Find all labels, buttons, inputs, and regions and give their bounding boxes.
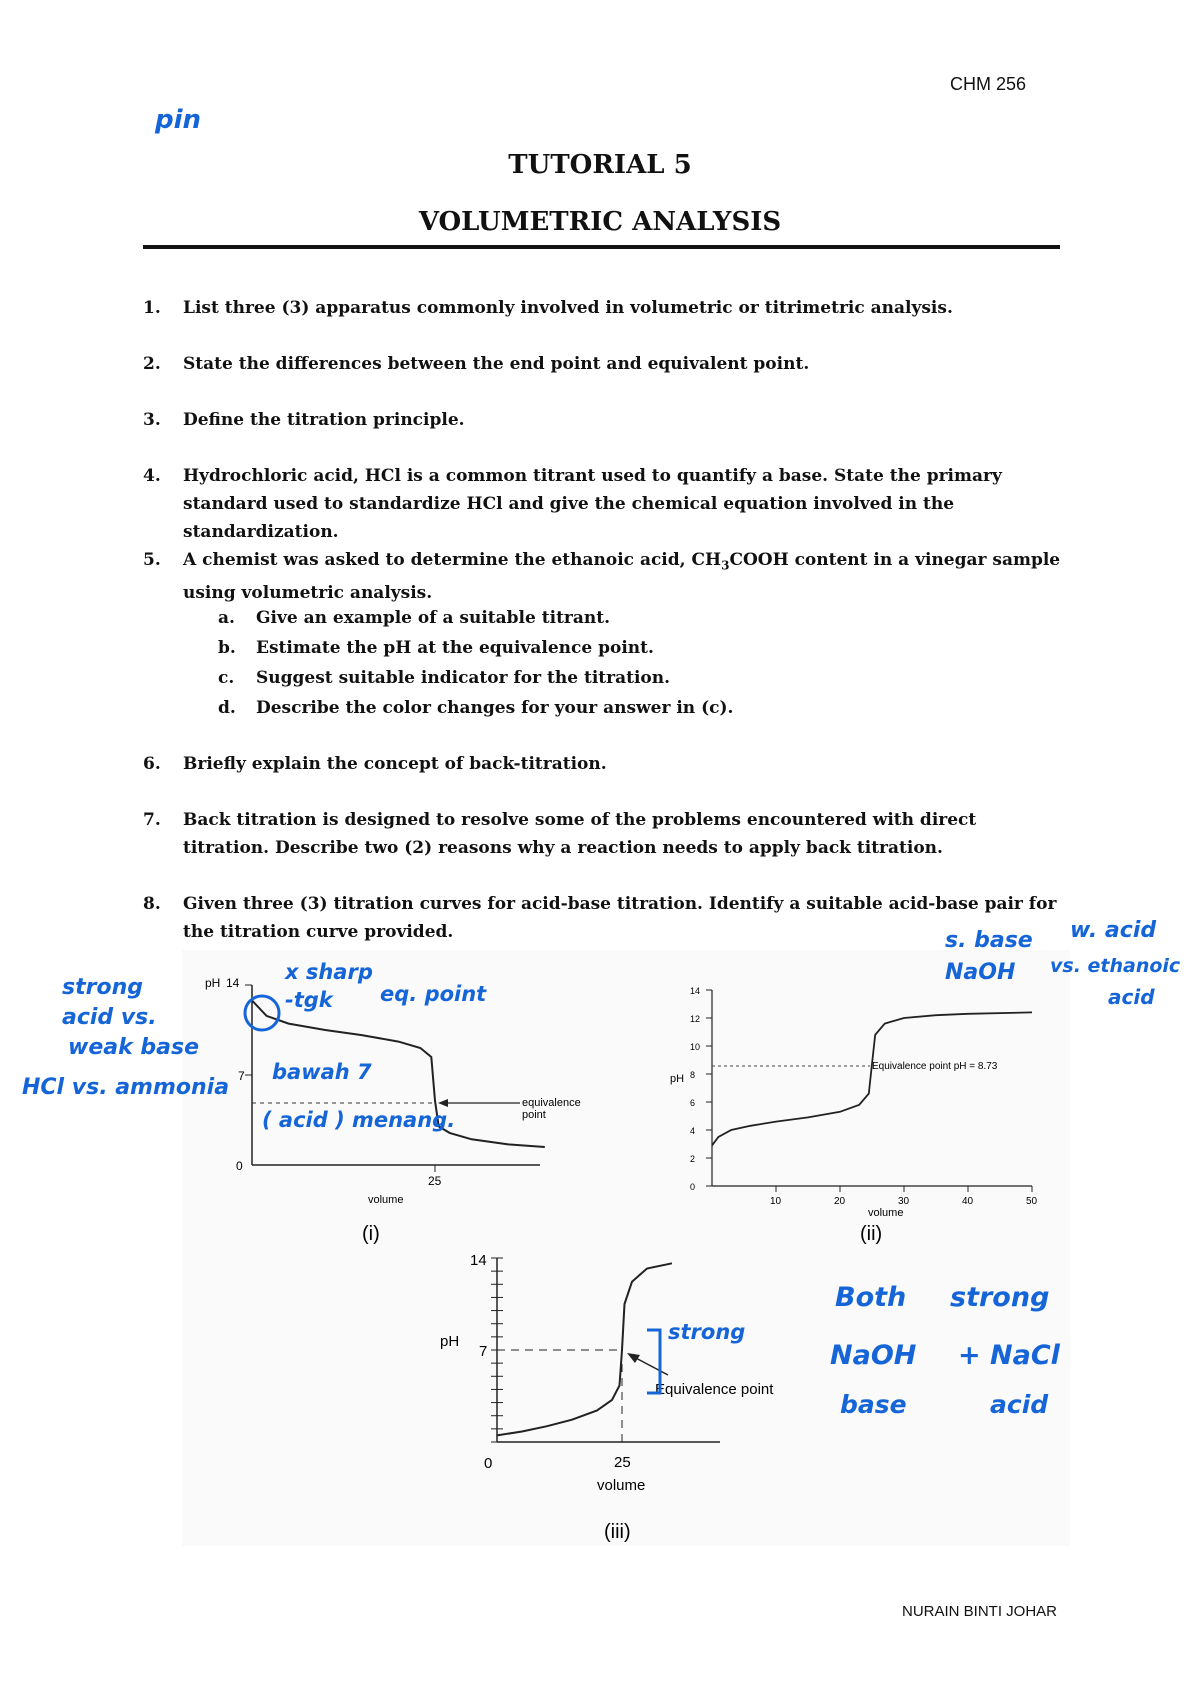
g3-caption: (iii) — [604, 1521, 631, 1543]
g1-arrowhead — [438, 1099, 448, 1107]
annotation-w-acid: w. acid — [1070, 918, 1157, 943]
graph-3 — [440, 1252, 774, 1543]
g3-y-top: 14 — [470, 1252, 487, 1269]
g3-eq-label: Equivalence point — [655, 1381, 774, 1398]
g1-y-top: 14 — [226, 976, 240, 990]
g2-ytick-label: 10 — [690, 1042, 701, 1052]
annotation-naoh-2: NaOH — [830, 1340, 917, 1371]
annotation-x-sharp: x sharp — [285, 960, 373, 984]
annotation-tgk: -tgk — [285, 988, 333, 1012]
g3-ylabel: pH — [440, 1333, 460, 1350]
g1-ylabel: pH — [205, 976, 221, 990]
g2-ytick-label: 6 — [690, 1098, 696, 1108]
g2-eq-label: Equivalence point pH = 8.73 — [872, 1061, 998, 1072]
g1-xlabel: volume — [368, 1194, 404, 1206]
annotation-base: base — [840, 1390, 907, 1419]
annotation-eq-point: eq. point — [380, 982, 487, 1006]
annotation-acid-2: acid — [990, 1390, 1049, 1419]
annotation-strong-3: strong — [950, 1282, 1050, 1313]
annotation-strong-2: strong — [668, 1320, 746, 1344]
handwritten-note: pin — [155, 105, 202, 135]
g1-caption: (i) — [362, 1223, 380, 1245]
g2-ylabel: pH — [670, 1073, 685, 1085]
g3-x-tick: 25 — [614, 1454, 631, 1471]
annotation-hcl-vs-ammonia: HCl vs. ammonia — [22, 1075, 230, 1100]
g2-xtick-label: 40 — [962, 1196, 974, 1207]
course-code: CHM 256 — [950, 74, 1027, 94]
ink-circle — [245, 996, 279, 1030]
annotation-naoh-1: NaOH — [945, 960, 1016, 985]
annotation-both: Both — [835, 1282, 907, 1313]
g2-ytick-label: 4 — [690, 1126, 696, 1136]
g2-y-ticks — [690, 986, 712, 1192]
g2-xtick-label: 10 — [770, 1196, 782, 1207]
annotation-vs-ethanoic: vs. ethanoic — [1050, 955, 1181, 977]
g2-xtick-label: 30 — [898, 1196, 910, 1207]
g2-curve — [712, 1012, 1032, 1145]
g2-xtick-label: 20 — [834, 1196, 846, 1207]
g2-ytick-label: 8 — [690, 1070, 696, 1080]
annotation-acid: acid — [1108, 985, 1155, 1009]
page-subtitle: VOLUMETRIC ANALYSIS — [418, 207, 782, 237]
page-title: TUTORIAL 5 — [508, 150, 692, 180]
g3-y-mid: 7 — [479, 1343, 488, 1360]
g2-ytick-label: 0 — [690, 1182, 696, 1192]
annotation-acid-vs: acid vs. — [62, 1005, 157, 1030]
g3-xlabel: volume — [597, 1477, 646, 1494]
g1-eq-label-1: equivalence — [522, 1097, 581, 1109]
g2-ytick-label: 12 — [690, 1014, 701, 1024]
annotation-acid-menang: ( acid ) menang. — [262, 1108, 456, 1132]
g2-ytick-label: 2 — [690, 1154, 696, 1164]
g1-y-zero: 0 — [236, 1159, 243, 1173]
g1-x-tick: 25 — [428, 1174, 442, 1188]
g2-caption: (ii) — [860, 1223, 883, 1245]
g1-y-mid: 7 — [238, 1069, 245, 1083]
footer-author: NURAIN BINTI JOHAR — [902, 1603, 1058, 1620]
annotation-strong: strong — [62, 975, 143, 1000]
annotation-weak-base: weak base — [68, 1035, 199, 1060]
annotation-bawah-7: bawah 7 — [272, 1060, 372, 1084]
g2-xtick-label: 50 — [1026, 1196, 1038, 1207]
graph-2 — [670, 986, 1038, 1245]
annotation-s-base: s. base — [945, 928, 1033, 953]
g3-y-zero: 0 — [484, 1455, 493, 1472]
g1-eq-label-2: point — [522, 1109, 546, 1121]
g2-xlabel: volume — [868, 1207, 904, 1219]
g3-arrowhead — [627, 1353, 640, 1363]
annotation-nacl: + NaCl — [958, 1340, 1060, 1371]
g3-curve — [497, 1263, 672, 1435]
g2-ytick-label: 14 — [690, 986, 701, 996]
g2-x-ticks — [770, 1186, 1038, 1207]
